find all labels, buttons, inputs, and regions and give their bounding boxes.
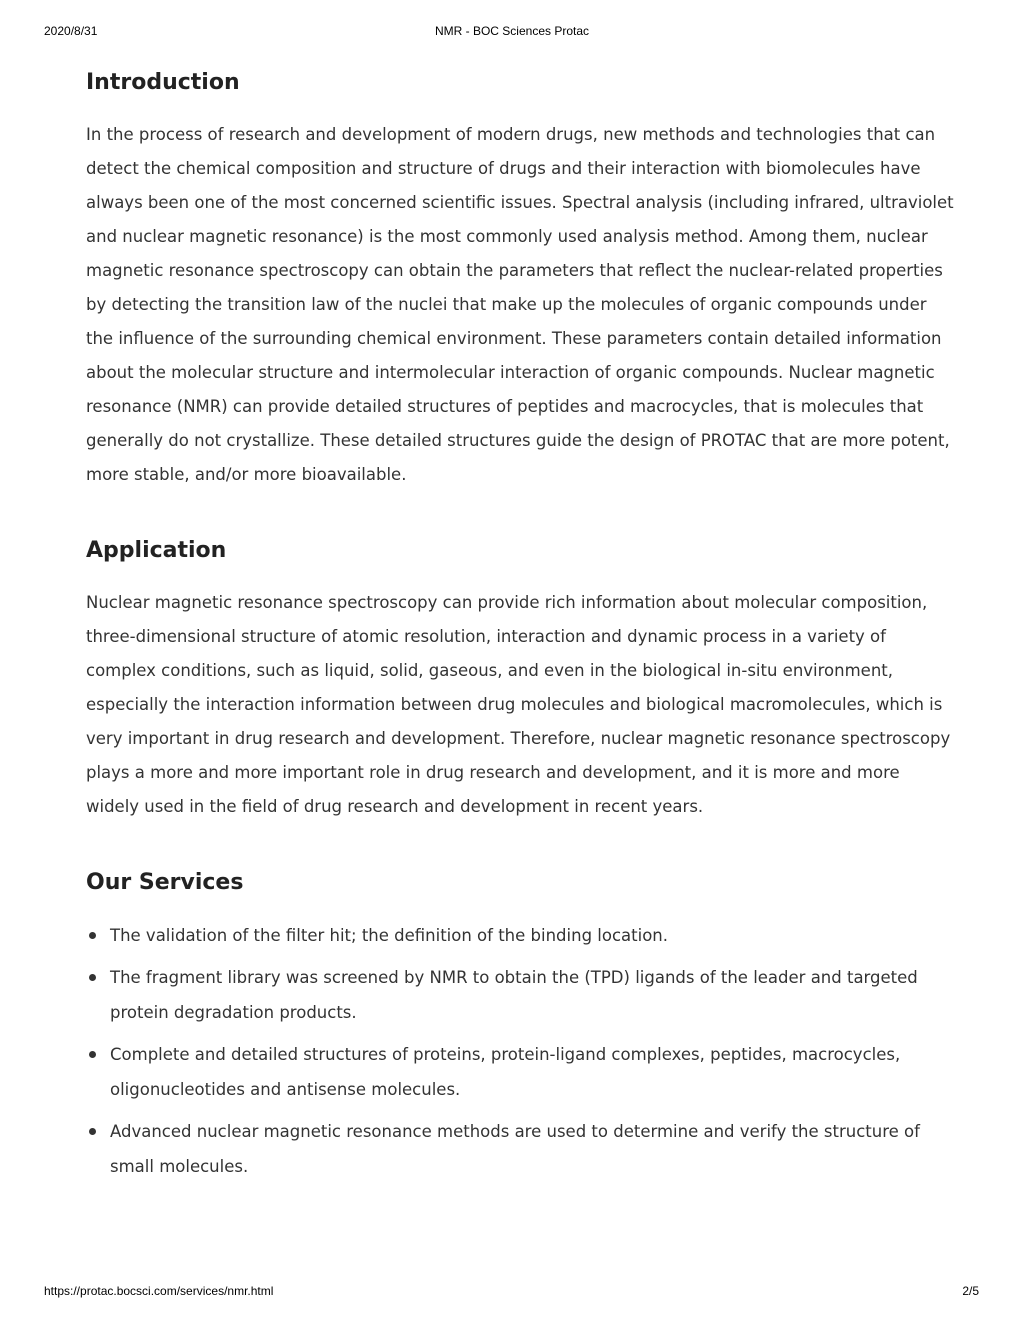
print-page-title: NMR - BOC Sciences Protac: [434, 24, 590, 38]
bullet-icon: [89, 1051, 96, 1058]
introduction-heading: Introduction: [86, 70, 240, 95]
services-list-item: [86, 1114, 956, 1184]
article-content: [86, 66, 956, 1191]
services-item-text: The fragment library was screened by NMR to obtain the (TPD) ligands of the leader and targeted protein degradation products.: [110, 968, 918, 1022]
services-list-item: [86, 1037, 956, 1107]
services-item-text: Complete and detailed structures of proteins, protein-ligand complexes, peptides, macrocycles, oligonucleotides and antisense molecules.: [110, 1045, 901, 1099]
application-paragraph: Nuclear magnetic resonance spectroscopy can provide rich information about molecular composition, three-dimensional structure of atomic resolution, interaction and dynamic process in a variety of complex conditions, such as liquid, solid, gaseous, and even in the biological in-situ environment, especially the interaction information between drug molecules and biological macromolecules, which is very important in drug research and development. Therefore, nuclear magnetic resonance spectroscopy plays a more and more important role in drug research and development, and it is more and more widely used in the field of drug research and development in recent years.: [86, 593, 951, 816]
services-heading: Our Services: [86, 870, 244, 895]
page-number: 2/5: [962, 1284, 979, 1298]
print-footer: [0, 1284, 1024, 1300]
services-list: [86, 918, 956, 1184]
print-header: [0, 24, 1024, 40]
services-list-item: [86, 960, 956, 1030]
application-heading: Application: [86, 538, 227, 563]
bullet-icon: [89, 1128, 96, 1135]
services-item-text: The validation of the filter hit; the definition of the binding location.: [110, 926, 668, 945]
introduction-paragraph: In the process of research and development of modern drugs, new methods and technologies that can detect the chemical composition and structure of drugs and their interaction with biomolecules have always been one of the most concerned scientific issues. Spectral analysis (including infrared, ultraviolet and nuclear magnetic resonance) is the most commonly used analysis method. Among them, nuclear magnetic resonance spectroscopy can obtain the parameters that reflect the nuclear-related properties by detecting the transition law of the nuclei that make up the molecules of organic compounds under the influence of the surrounding chemical environment. These parameters contain detailed information about the molecular structure and intermolecular interaction of organic compounds. Nuclear magnetic resonance (NMR) can provide detailed structures of peptides and macrocycles, that is molecules that generally do not crystallize. These detailed structures guide the design of PROTAC that are more potent, more stable, and/or more bioavailable.: [86, 125, 954, 484]
bullet-icon: [89, 974, 96, 981]
services-list-item: [86, 918, 956, 953]
page-url-link[interactable]: https://protac.bocsci.com/services/nmr.html: [44, 1284, 274, 1298]
print-date: 2020/8/31: [44, 24, 98, 38]
services-item-text: Advanced nuclear magnetic resonance methods are used to determine and verify the structure of small molecules.: [110, 1122, 920, 1176]
bullet-icon: [89, 932, 96, 939]
